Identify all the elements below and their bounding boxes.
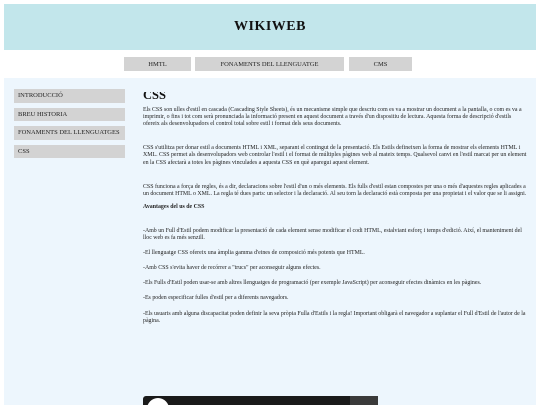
advantage-item: -Es poden especificar fulles d'estil per a diferents navegadors. [143,295,289,302]
advantage-item: -El llenguatge CSS ofereix una àmplia gamma d'eines de composició més potents que HTML. [143,250,365,257]
site-title: WIKIWEB [234,19,306,34]
nav-link-html[interactable]: HMTL [124,57,191,71]
top-navigation [0,57,540,71]
intro-paragraph: Els CSS son ulles d'estil en cascada (Cascading Style Sheets), és un mecanisme simple que descriu com es va a mostrar un document a la pantalla, o com es va a imprimir, o fins i tot com serà pronunciada la informació present en aquest document a través d'un dispositiu de lectura. Aquesta forma de descripció d'estils ofereix als desenvolupadors el control total sobre estil i format dels seus documents. [143,107,522,128]
embedded-media-player[interactable] [143,396,378,405]
advantage-item: -Amb CSS s'evita haver de recórrer a "trucs" per aconseguir alguns efectes. [143,265,321,272]
sidebar-item-breu-historia[interactable]: BREU HISTORIA [14,108,125,122]
advantage-item: -Els Fulls d'Estil poden usar-se amb altres llenguatges de programació (per exemple JavaScript) per aconseguir efectes dinàmics en les pàgines. [143,280,482,287]
site-header [4,4,536,50]
sidebar-item-fonaments[interactable]: FONAMENTS DEL LLENGUATGES [14,126,125,140]
advantage-item: -Amb un Full d'Estil podem modificar la presentació de cada element sense modificar el codi HTML, estalviant esforç i temps d'edició. Així, el manteniment del lloc web es fa més senzill. [143,227,522,242]
nav-link-fonaments[interactable]: FONAMENTS DEL LLENGUATGE [195,57,344,71]
usage-paragraph: CSS s'utilitza per donar estil a documents HTML i XML, separant el contingut de la presentació. Els Estils defineixen la forma de mostrar els elements HTML i XML. CSS permet als desenvolupadors web controlar l'estil i el format de múltiples pàgines web al mateix temps. Qualsevol canvi en l'estil marcat per un element en la CSS afectarà a totes les pàgines vinculades a aquesta CSS en què aparegui aquest element. [143,145,527,166]
sidebar-item-css[interactable]: CSS [14,145,125,159]
advantages-list [143,228,528,325]
sidebar-item-introduccio[interactable]: INTRODUCCIÓ [14,89,125,103]
advantage-item: -Els usuaris amb alguna discapacitat poden definir la seva pròpia Fulla d'Estils i la regla! Important obligarà el navegador a suplantar el Full d'Estil de l'autor de la pàgina. [143,310,526,324]
sidebar [14,89,125,163]
nav-link-cms[interactable]: CMS [349,57,412,71]
player-avatar-icon[interactable] [147,398,169,405]
page-title: CSS [143,92,166,102]
player-control-area[interactable] [350,396,378,405]
main-content [143,92,528,405]
rules-paragraph: CSS funciona a força de regles, és a dir, declaracions sobre l'estil d'un o més elements. Els fulls d'estil estan compostes per una o més d'aquestes regles aplicades a un document HTML o XML. La regla té dues parts: un selector i la declaració. Al seu torn la declaració està composta per una propietat i el valor que se li assigni. [143,183,527,197]
advantages-heading: Avantages del us de CSS [143,203,205,210]
